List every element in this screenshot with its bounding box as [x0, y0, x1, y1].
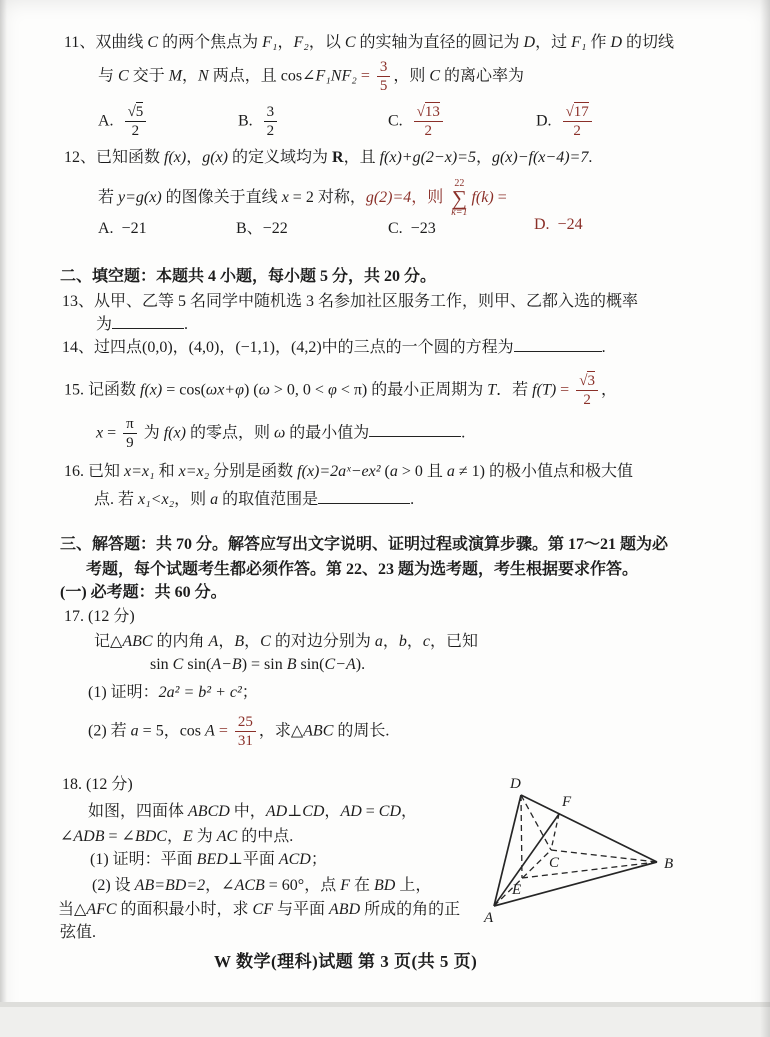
section-3-required-note: (一) 必考题：共 60 分。	[60, 584, 227, 601]
scan-bottom-edge	[0, 1002, 770, 1037]
vertex-label-b: B	[664, 856, 674, 872]
vertex-label-c: C	[549, 855, 560, 871]
vertex-label-a: A	[484, 910, 494, 926]
section-3-header-line2: 考题，每个试题考生都必须作答。第 22、23 题为选考题，考生根据要求作答。	[86, 561, 639, 578]
q11-option-c: C. $\frac{√13}{2}$	[388, 104, 446, 139]
q15-line2: x = $\frac{\pi}{9}$ 为 f(x) 的零点，则 ω 的最小值为 .	[96, 416, 466, 452]
q18-part2-line3: 弦值.	[60, 924, 97, 941]
segment-EB	[522, 862, 657, 878]
q12-line2: 若 y=g(x) 的图像关于直线 x = 2 对称，g(2)=4，则 22 ∑ k=1 f(k) =	[98, 178, 507, 218]
vertex-label-d: D	[510, 776, 521, 792]
q11-option-d: D. $\frac{√17}{2}$	[536, 104, 595, 139]
q13-line1: 13、从甲、乙等 5 名同学中随机选 3 名参加社区服务工作，则甲、乙都入选的概率	[62, 293, 639, 310]
q11-line1: 11、双曲线 C 的两个焦点为 F₁，F₂，以 C 的实轴为直径的圆记为 D，过 F₁ 作 D 的切线	[64, 34, 675, 51]
q18-part1: (1) 证明：平面 BED⊥平面 ACD；	[90, 851, 327, 868]
q18-part2-line2: 当△AFC 的面积最小时，求 CF 与平面 ABD 所成的角的正	[58, 901, 461, 918]
q18-part2-line1: (2) 设 AB=BD=2，∠ACB = 60°，点 F 在 BD 上，	[92, 877, 432, 894]
section-3-header-line1: 三、解答题：共 70 分。解答应写出文字说明、证明过程或演算步骤。第 17～21 题为必	[60, 536, 669, 553]
q17-equation: sin C sin(A−B) = sin B sin(C−A).	[150, 656, 366, 673]
vertex-label-f: F	[562, 794, 572, 810]
q14-line1: 14、过四点(0,0)，(4,0)，(−1,1)，(4,2)中的三点的一个圆的方程为 .	[62, 339, 606, 356]
q15-line1: 15. 记函数 f(x) = cos(ωx+φ) (ω > 0, 0 < φ < π) 的最小正周期为 T．若 f(T) = $\frac{√3}{2}$ ，	[64, 373, 617, 409]
q13-line2: 为 .	[96, 316, 189, 333]
q16-line1: 16. 已知 x=x₁ 和 x=x₂ 分别是函数 f(x)=2aˣ−ex² (a > 0 且 a ≠ 1) 的极小值点和极大值	[64, 463, 633, 480]
q11-option-a: A. $\frac{√5}{2}$	[98, 104, 149, 139]
q12-option-a: A. −21	[98, 220, 147, 237]
tetrahedron-figure	[450, 772, 700, 930]
segment-DE	[521, 795, 522, 878]
q11-option-b: B. $\frac{3}{2}$	[238, 104, 280, 139]
q16-line2: 点. 若 x₁<x₂，则 a 的取值范围是 .	[94, 491, 415, 508]
q12-option-b: B、−22	[236, 220, 288, 237]
q17-part2: (2) 若 a = 5，cos A = $\frac{25}{31}$ ，求△ABC 的周长.	[88, 714, 390, 750]
q17-line1: 记△ABC 的内角 A，B，C 的对边分别为 a，b，c，已知	[94, 633, 478, 650]
edge-CB	[551, 850, 657, 862]
page-footer: W 数学(理科)试题 第 3 页(共 5 页)	[214, 952, 478, 971]
q17-heading: 17. (12 分)	[64, 608, 135, 625]
q12-line1: 12、已知函数 f(x)，g(x) 的定义域均为 R，且 f(x)+g(2−x)=5，g(x)−f(x−4)=7.	[64, 149, 593, 166]
q18-line2: ∠ADB = ∠BDC，E 为 AC 的中点.	[60, 828, 294, 845]
q11-line2: 与 C 交于 M，N 两点，且 cos∠F₁NF₂ = $\frac{3}{5}$ ，则 C 的离心率为	[98, 59, 525, 95]
q12-option-d: D. −24	[534, 216, 583, 233]
q18-heading: 18. (12 分)	[62, 776, 133, 793]
q17-part1: (1) 证明：2a² = b² + c²；	[88, 684, 258, 701]
section-2-header: 二、填空题：本题共 4 小题，每小题 5 分，共 20 分。	[60, 268, 437, 285]
vertex-label-e: E	[512, 882, 522, 898]
edge-DB	[521, 795, 657, 862]
q12-option-c: C. −23	[388, 220, 436, 237]
q18-line1: 如图，四面体 ABCD 中，AD⊥CD，AD = CD，	[88, 803, 418, 820]
